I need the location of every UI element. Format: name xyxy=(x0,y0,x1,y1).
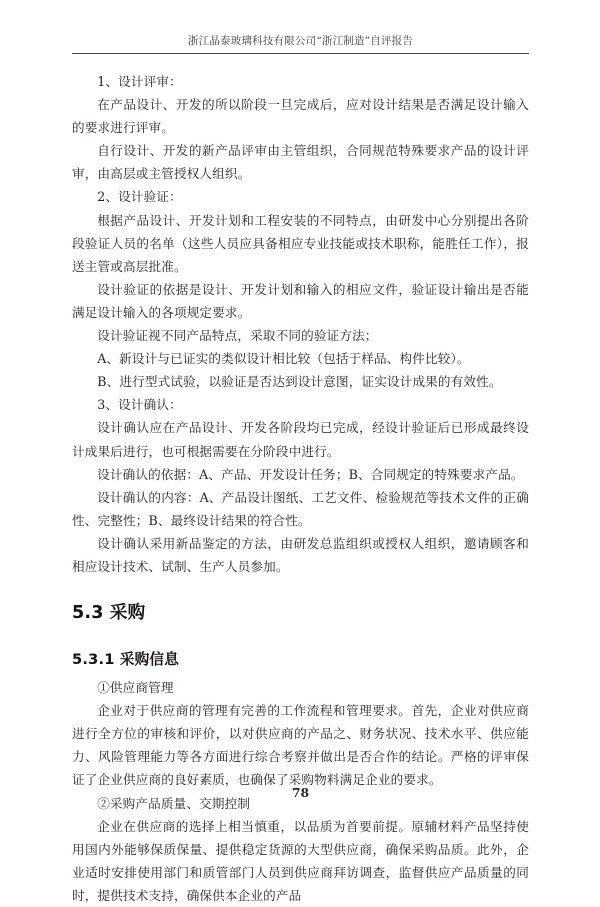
paragraph: 自行设计、开发的新产品评审由主管组织，合同规范特殊要求产品的设计评审，由高层或主管授权人组织。 xyxy=(72,143,529,182)
paragraph: 2、设计验证： xyxy=(97,189,182,205)
paragraph: 1、设计评审： xyxy=(97,74,182,89)
paragraph: ②采购产品质量、交期控制 xyxy=(97,795,251,811)
subsection-heading-5-3-1: 5.3.1 采购信息 xyxy=(72,651,180,669)
paragraph: 在产品设计、开发的所以阶段一旦完成后，应对设计结果是否满足设计输入的要求进行评审。 xyxy=(72,97,529,136)
paragraph: 设计确认采用新品鉴定的方法，由研发总监组织或授权人组织，邀请顾客和相应设计技术、试制、生产人员参加。 xyxy=(72,535,529,574)
paragraph: 企业对于供应商的管理有完善的工作流程和管理要求。首先，企业对供应商进行全方位的审核和评价，以对供应商的产品之、财务状况、技术水平、供应能力、风险管理能力等各方面进行综合考察并做出是否合作的结论。严格的评审保证了企业供应商的良好素质，也确保了采购物料满足企业的要求。 xyxy=(72,703,529,788)
paragraph: B、进行型式试验，以验证是否达到设计意图，证实设计成果的有效性。 xyxy=(97,374,502,390)
header-divider xyxy=(72,53,529,54)
paragraph: 根据产品设计、开发计划和工程安装的不同特点，由研发中心分别提出各阶段验证人员的名单（这些人员应具备相应专业技能或技术职称，能胜任工作），报送主管或高层批准。 xyxy=(72,212,529,274)
paragraph: 企业在供应商的选择上相当慎重，以品质为首要前提。原辅材料产品坚持使用国内外能够保质保量、提供稳定货源的大型供应商，确保采购品质。此外，企业适时安排使用部门和质管部门人员到供应商拜访调查，监督供应产品质量的同时，提供技术支持，确保供本企业的产品 xyxy=(72,818,529,903)
page-footer xyxy=(72,782,529,801)
paragraph: 设计确认的内容：A、产品设计图纸、工艺文件、检验规范等技术文件的正确性、完整性；B、最终设计结果的符合性。 xyxy=(72,489,529,528)
section-heading-5-3: 5.3 采购 xyxy=(72,603,146,624)
page-header xyxy=(72,34,529,54)
paragraph: ①供应商管理 xyxy=(97,680,174,696)
page-number: 78 xyxy=(291,785,310,800)
paragraph: 设计验证视不同产品特点，采取不同的验证方法； xyxy=(97,328,378,344)
paragraph: A、新设计与已证实的类似设计相比较（包括于样品、构件比较）。 xyxy=(97,351,470,367)
header-title: 浙江晶泰玻璃科技有限公司“浙江制造”自评报告 xyxy=(187,35,414,47)
paragraph: 3、设计确认： xyxy=(97,397,182,413)
paragraph: 设计确认的依据：A、产品、开发设计任务；B、合同规定的特殊要求产品。 xyxy=(97,466,524,482)
paragraph: 设计验证的依据是设计、开发计划和输入的相应文件，验证设计输出是否能满足设计输入的各项规定要求。 xyxy=(72,281,529,320)
paragraph: 设计确认应在产品设计、开发各阶段均已完成，经设计验证后已形成最终设计成果后进行，也可根据需要在分阶段中进行。 xyxy=(72,420,529,459)
